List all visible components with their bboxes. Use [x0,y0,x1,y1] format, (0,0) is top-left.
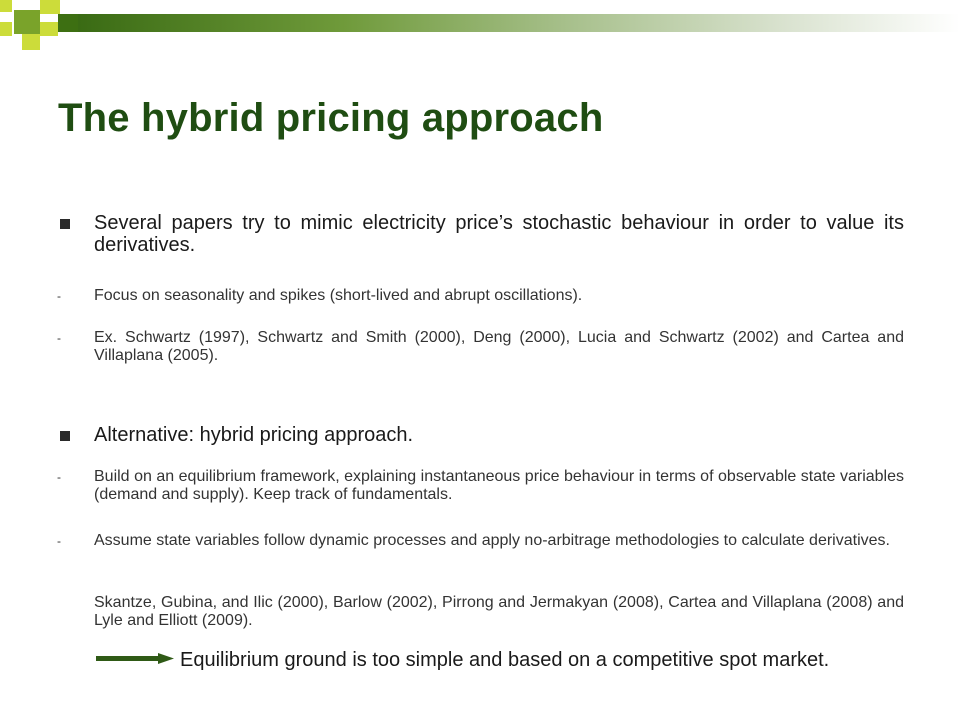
deco-square [0,22,12,36]
arrow-right-icon [96,652,174,666]
bullet-text: Several papers try to mimic electricity price’s stochastic behaviour in order to value its derivatives. [94,212,904,256]
dash-bullet-icon: - [57,331,61,345]
references-text: Skantze, Gubina, and Ilic (2000), Barlow (2002), Pirrong and Jermakyan (2008), Cartea and Villaplana (2008) and Lyle and Elliott (2009). [94,594,904,629]
bullet-text: Alternative: hybrid pricing approach. [94,424,414,446]
header-decoration [0,0,960,60]
sub-item-text: Ex. Schwartz (1997), Schwartz and Smith (2000), Deng (2000), Lucia and Schwartz (2002) and Cartea and Villaplana (2005). [94,329,904,364]
sub-item-text: Focus on seasonality and spikes (short-lived and abrupt oscillations). [94,287,583,304]
sub-item [57,287,904,305]
slide-title: The hybrid pricing approach [58,96,604,140]
square-bullet-icon [60,431,70,441]
deco-square [0,0,12,12]
sub-item [57,532,904,550]
deco-square [14,10,40,34]
deco-square [22,34,40,50]
deco-square [58,14,78,32]
square-bullet-icon [60,219,70,229]
sub-item-text: Build on an equilibrium framework, explaining instantaneous price behaviour in terms of observable state variables (demand and supply). Keep track of fundamentals. [94,468,904,503]
dash-bullet-icon: - [57,534,61,548]
sub-item [57,468,904,504]
bullet-item [94,424,904,446]
sub-item-text: Assume state variables follow dynamic processes and apply no-arbitrage methodologies to calculate derivatives. [94,532,890,549]
deco-square [40,0,60,14]
header-gradient-bar [78,14,960,32]
bullet-item [94,212,904,256]
conclusion-text: Equilibrium ground is too simple and based on a competitive spot market. [180,649,830,671]
sub-item [57,329,904,365]
deco-square [40,22,58,36]
dash-bullet-icon: - [57,470,61,484]
dash-bullet-icon: - [57,289,61,303]
